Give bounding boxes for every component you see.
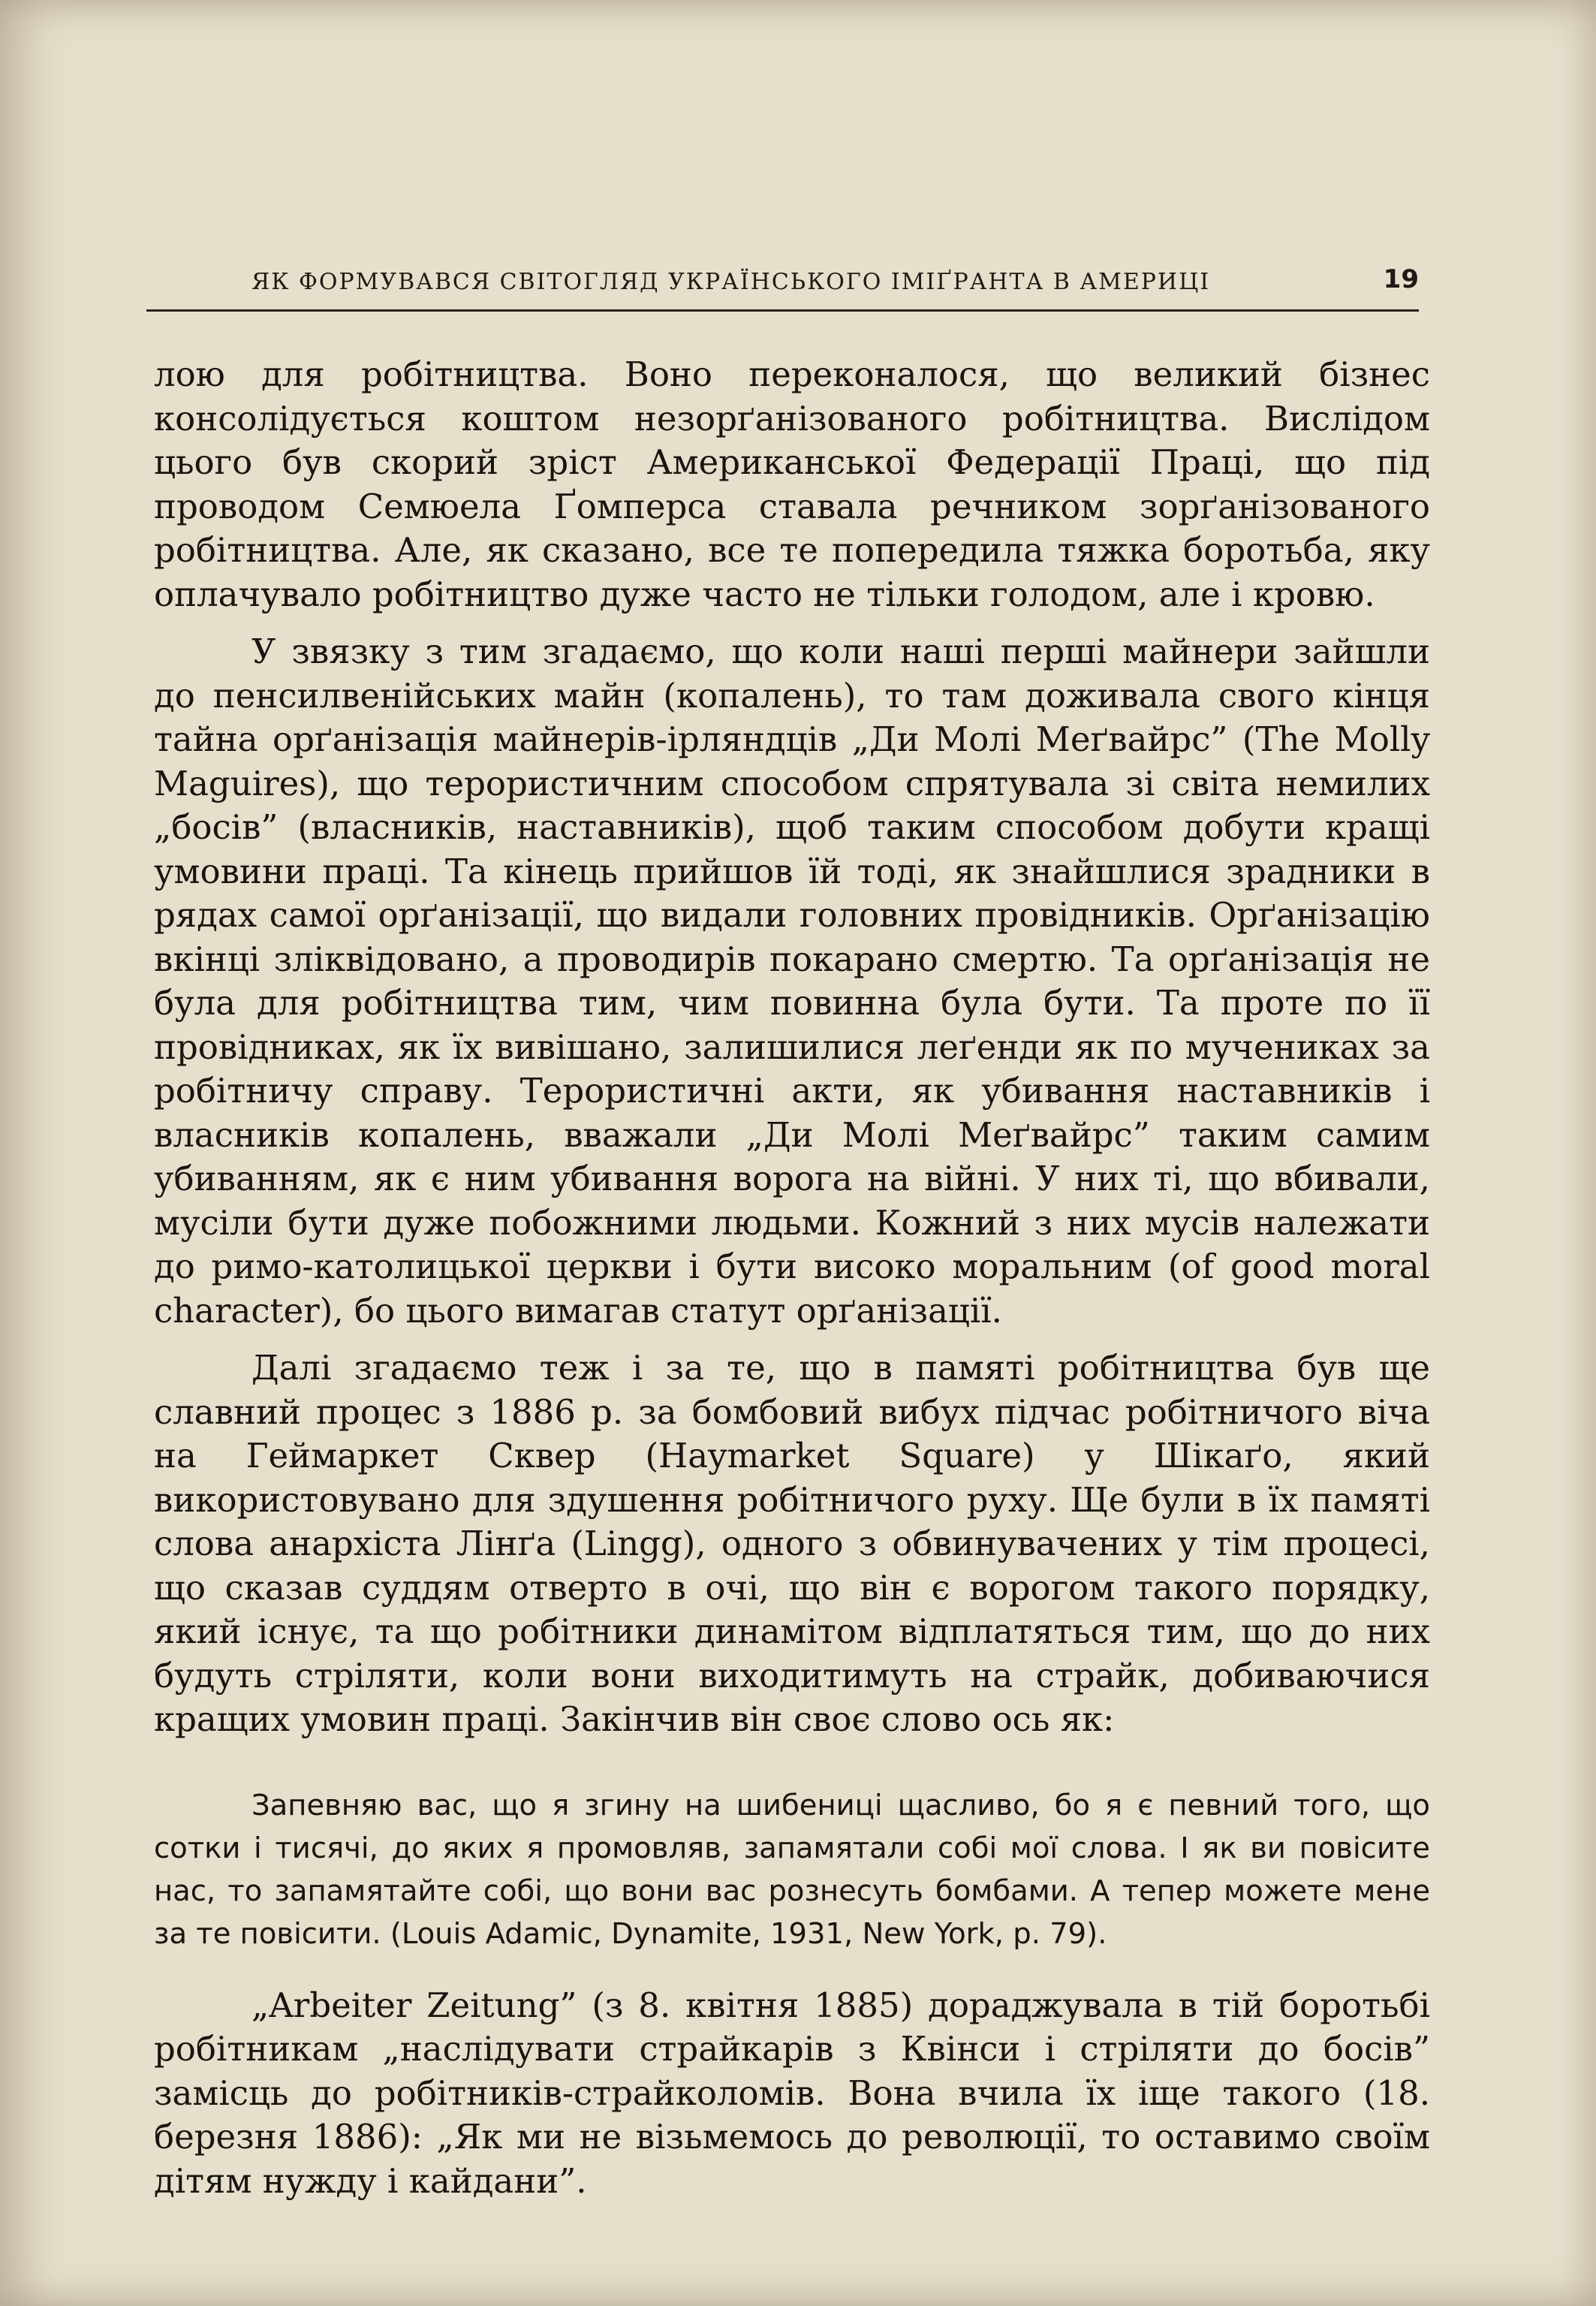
page-header [146, 264, 1419, 312]
page-number: 19 [1383, 264, 1419, 294]
closing-paragraph: „Arbeiter Zeitung” (з 8. квітня 1885) дораджувала в тій боротьбі робітникам „наслідувати страйкарів з Квінси і стріляти до босів” замісць до робітників-страйколомів. Вона вчила їх іще такого (18. березня 1886): „Як ми не візьмемось до революції, то оставимо своїм дітям нужду і кайдани”. [154, 1985, 1430, 2201]
paragraph-1: лою для робітництва. Воно переконалося, що великий бізнес консолідується коштом незорґанізованого робітництва. Вислідом цього був скорий зріст Американської Федерації Праці, що під проводом Семюела Ґомперса ставала речником зорґанізованого робітництва. Але, як сказано, все те попередила тяжка боротьба, яку оплачувало робітництво дуже часто не тільки голодом, але і кровю. [154, 354, 1430, 614]
paragraph-2: У звязку з тим згадаємо, що коли наші перші майнери зайшли до пенсилвенійських майн (копалень), то там доживала свого кінця тайна орґанізація майнерів-ірляндців „Ди Молі Меґвайрс” (The Molly Maguires), що терористичним способом спрятувала зі світа немилих „босів” (власників, наставників), щоб таким способом добути кращі умовини праці. Та кінець прийшов їй тоді, як знайшлися зрадники в рядах самої орґанізації, що видали головних провідників. Орґанізацію вкінці зліквідовано, а проводирів покарано смертю. Та орґанізація не була для робітництва тим, чим повинна була бути. Та проте по її провідниках, як їх вивішано, залишилися леґенди як по мучениках за робітничу справу. Терористичні акти, як убивання наставників і власників копалень, вважали „Ди Молі Меґвайрс” таким самим убиванням, як є ним убивання ворога на війні. У них ті, що вбивали, мусіли бути дуже побожними людьми. Кожний з них мусів належати до римо-католицької церкви і бути високо моральним (of good moral character), бо цього вимагав статут орґанізації. [154, 632, 1430, 1331]
body-text [154, 353, 1430, 2203]
paragraph-3: Далі згадаємо теж і за те, що в памяті робітництва був ще славний процес з 1886 р. за бомбовий вибух підчас робітничого віча на Геймаркет Сквер (Haymarket Square) у Шікаґо, який використовувано для здушення робітничого руху. Ще були в їх памяті слова анархіста Лінґа (Lingg), одного з обвинувачених у тім процесі, що сказав суддям отверто в очі, що він є ворогом такого порядку, який існує, та що робітники динамітом відплатяться тим, що до них будуть стріляти, коли вони виходитимуть на страйк, добиваючися кращих умовин праці. Закінчив він своє слово ось як: [154, 1348, 1430, 1739]
running-title: ЯК ФОРМУВАВСЯ СВІТОГЛЯД УКРАЇНСЬКОГО ІМІҐРАНТА В АМЕРИЦІ [251, 269, 1211, 295]
block-quote: Запевняю вас, що я згину на шибениці щасливо, бо я є певний того, що сотки і тисячі, до яких я промовляв, запамятали собі мої слова. І як ви повісите нас, то запамятайте собі, що вони вас рознесуть бомбами. А тепер можете мене за те повісити. (Louis Adamic, Dynamite, 1931, New York, p. 79). [154, 1788, 1430, 1951]
